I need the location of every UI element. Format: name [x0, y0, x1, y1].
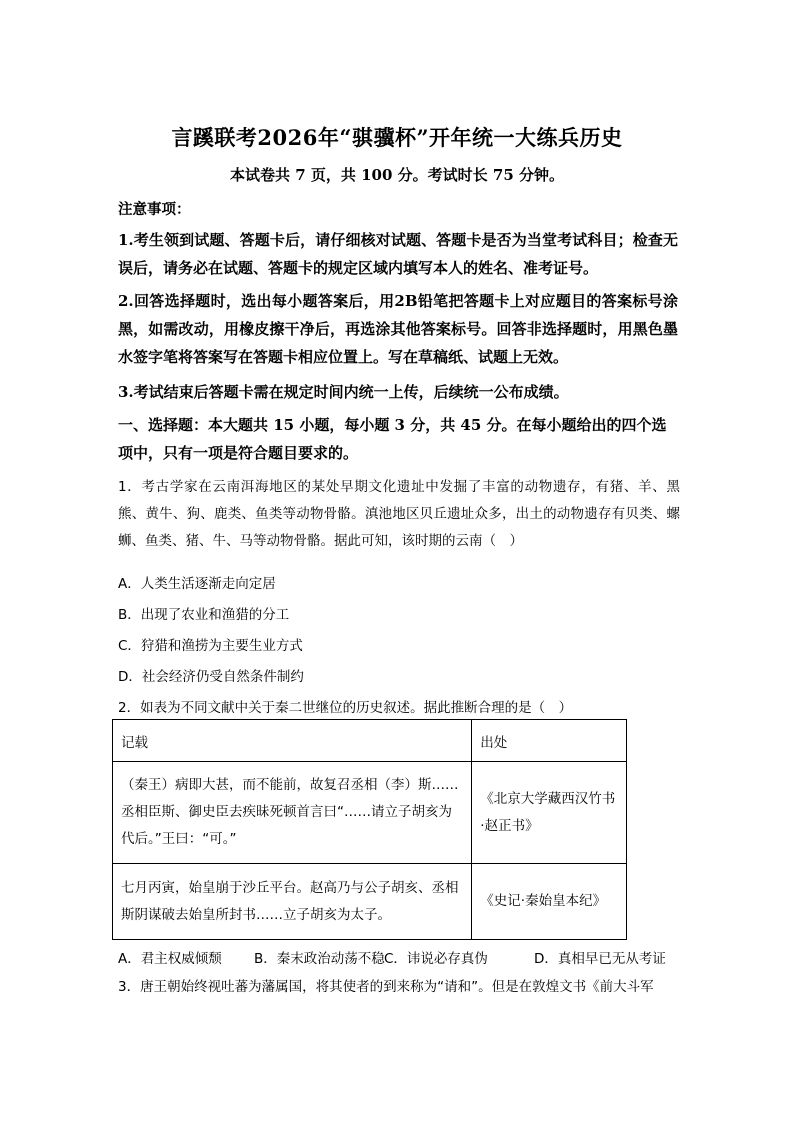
question-2-option-a: A．君主权威倾颓: [118, 951, 222, 967]
section-1-heading: 一、选择题：本大题共 15 小题，每小题 3 分，共 45 分。在每小题给出的四个选项中，只有一项是符合题目要求的。: [118, 416, 667, 462]
question-1-stem: 1．考古学家在云南洱海地区的某处早期文化遗址中发掘了丰富的动物遗存，有猪、羊、黑熊、黄牛、狗、鹿类、鱼类等动物骨骼。滇池地区贝丘遗址众多，出土的动物遗存有贝类、螺蛳、鱼类、猪、牛、马等动物骨骼。据此可知，该时期的云南（ ）: [118, 479, 680, 549]
question-1-option-a: A．人类生活逐渐走向定居: [118, 576, 276, 592]
notice-item-1: 1.考生领到试题、答题卡后，请仔细核对试题、答题卡是否为当堂考试科目；检查无误后，请务必在试题、答题卡的规定区域内填写本人的姓名、准考证号。: [118, 231, 678, 277]
question-2-option-b: B．秦末政治动荡不稳: [254, 951, 385, 967]
table-row: [113, 864, 627, 940]
exam-subtitle: 本试卷共 7 页，共 100 分。考试时长 75 分钟。: [230, 166, 564, 184]
notice-item-3: 3.考试结束后答题卡需在规定时间内统一上传，后续统一公布成绩。: [118, 383, 569, 401]
table-row: [113, 762, 627, 864]
table-cell-text: 七月丙寅，始皇崩于沙丘平台。赵高乃与公子胡亥、丞相斯阴谋破去始皇所封书……立子胡亥为太子。: [121, 879, 459, 923]
table-cell-record: [113, 762, 472, 864]
question-1-option-d: D．社会经济仍受自然条件制约: [118, 669, 304, 685]
question-2-options: [118, 947, 678, 967]
question-2-table: [112, 719, 627, 940]
question-2-option-c: C．讳说必存真伪: [384, 951, 488, 967]
table-header-record: 记载: [113, 720, 472, 762]
notice-heading: 注意事项：: [118, 201, 191, 218]
question-1-option-b: B．出现了农业和渔猎的分工: [118, 607, 290, 623]
table-cell-text: 《北京大学藏西汉竹书·赵正书》: [480, 790, 616, 834]
table-cell-text: （秦王）病即大甚，而不能前，故复召丞相（李）斯……丞相臣斯、御史臣去疾昧死顿首言曰“……请立子胡亥为代后。”王曰：“可。”: [121, 777, 459, 847]
question-2-option-d: D．真相早已无从考证: [534, 951, 666, 967]
exam-title: 言蹊联考2026年“骐骥杯”开年统一大练兵历史: [171, 125, 623, 150]
table-cell-record: [113, 864, 472, 940]
question-2-stem: 2．如表为不同文献中关于秦二世继位的历史叙述。据此推断合理的是（ ）: [118, 700, 573, 716]
table-cell-source: [472, 762, 627, 864]
table-header-source: 出处: [472, 720, 627, 762]
notice-item-2: 2.回答选择题时，选出每小题答案后，用2B铅笔把答题卡上对应题目的答案标号涂黑，如需改动，用橡皮擦干净后，再选涂其他答案标号。回答非选择题时，用黑色墨水签字笔将答案写在答题卡相应位置上。写在草稿纸、试题上无效。: [118, 292, 678, 366]
table-header-row: [113, 720, 627, 762]
question-3-stem: 3．唐王朝始终视吐蕃为藩属国，将其使者的到来称为“请和”。但是在敦煌文书《前大斗军: [118, 979, 654, 995]
table-cell-text: 《史记·秦始皇本纪》: [480, 893, 607, 909]
table-cell-source: [472, 864, 627, 940]
question-1-option-c: C．狩猎和渔捞为主要生业方式: [118, 638, 303, 654]
